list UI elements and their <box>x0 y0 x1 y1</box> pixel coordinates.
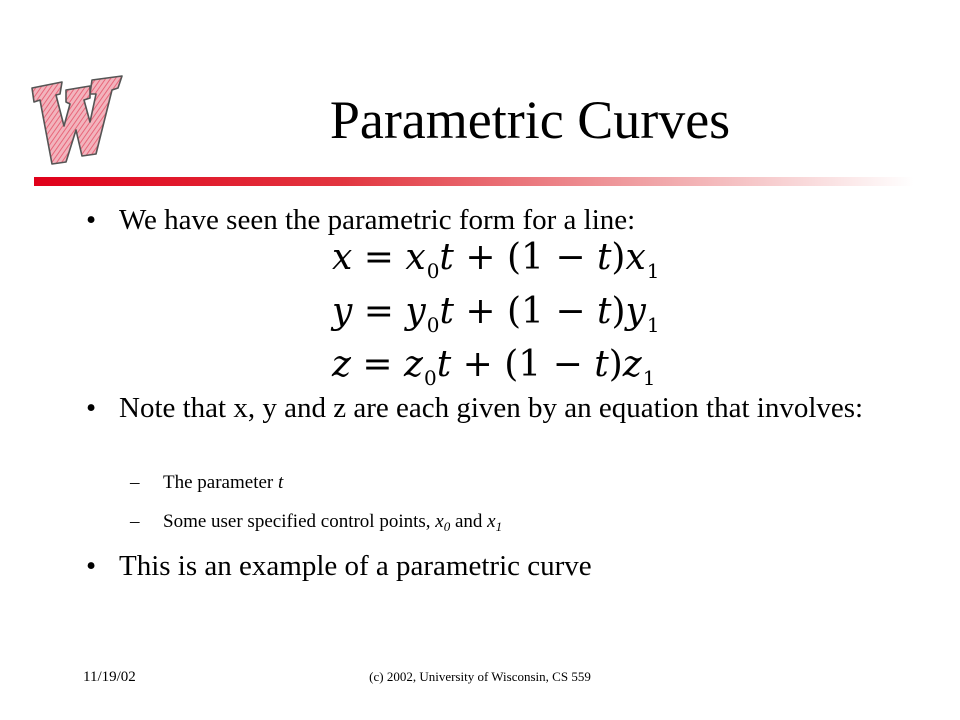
wisconsin-w-logo-icon <box>26 66 126 166</box>
bullet-text: We have seen the parametric form for a line: <box>119 204 636 236</box>
sub-bullet-text: Some user specified control points, $x_0$ and $x_1$ <box>163 511 503 534</box>
footer-date: 11/19/02 <box>83 669 136 685</box>
dash-glyph: – <box>130 472 140 493</box>
slide-title: Parametric Curves <box>329 90 731 150</box>
dash-glyph: – <box>130 511 140 532</box>
footer-copyright: (c) 2002, University of Wisconsin, CS 559 <box>369 669 591 684</box>
equation-x: $x = x_0t + (1 - t)x_1$ <box>332 237 660 283</box>
bullet-text: This is an example of a parametric curve <box>119 550 592 582</box>
bullet-glyph: • <box>86 392 97 424</box>
bullet-text: Note that x, y and z are each given by an equation that involves: <box>119 392 864 424</box>
equation-y: $y = y_0t + (1 - t)y_1$ <box>332 291 660 337</box>
title-underline-rule <box>34 177 914 186</box>
bullet-glyph: • <box>86 550 97 582</box>
sub-bullet-text: The parameter t <box>163 472 284 493</box>
equation-z: $z = z_0t + (1 - t)z_1$ <box>332 344 656 390</box>
bullet-glyph: • <box>86 204 97 236</box>
